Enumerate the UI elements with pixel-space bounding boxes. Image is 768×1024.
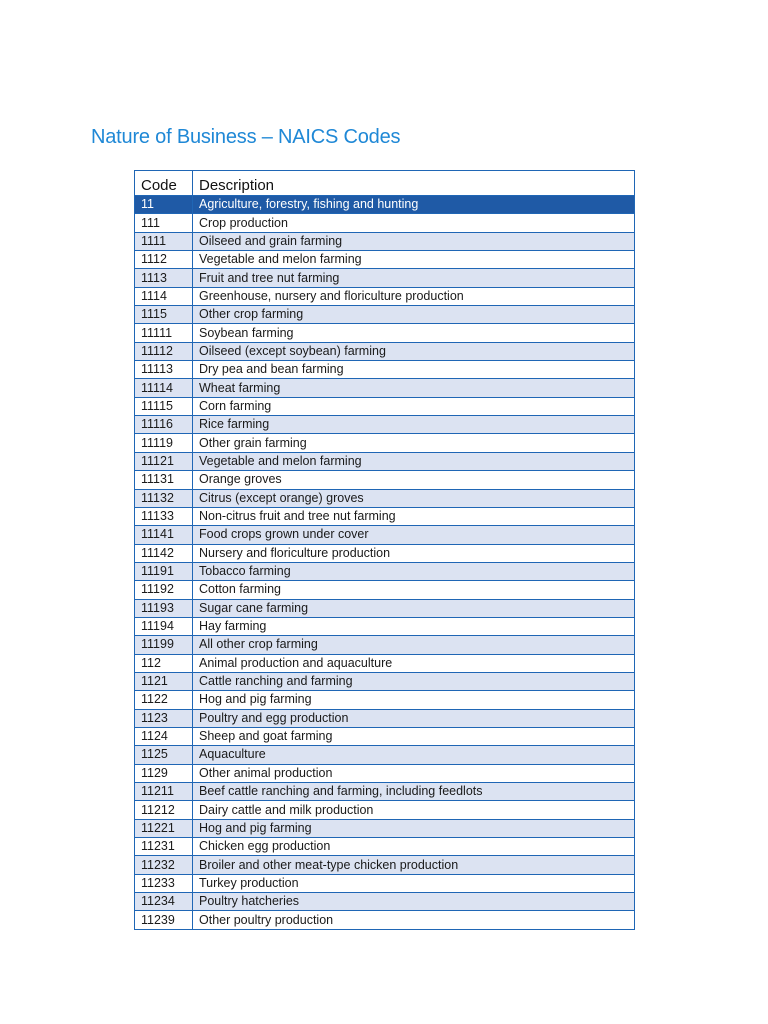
naics-code-cell: 11142 xyxy=(135,544,193,562)
naics-description-cell: Poultry and egg production xyxy=(193,709,635,727)
table-row xyxy=(135,838,635,856)
naics-description-cell: Oilseed (except soybean) farming xyxy=(193,342,635,360)
naics-description-cell: Hog and pig farming xyxy=(193,691,635,709)
naics-code-cell: 11234 xyxy=(135,893,193,911)
naics-description-cell: Broiler and other meat-type chicken production xyxy=(193,856,635,874)
table-header-row xyxy=(135,171,635,196)
naics-code-cell: 11131 xyxy=(135,471,193,489)
naics-description-cell: Non-citrus fruit and tree nut farming xyxy=(193,507,635,525)
naics-description-cell: Rice farming xyxy=(193,416,635,434)
naics-description-cell: Wheat farming xyxy=(193,379,635,397)
naics-code-cell: 11233 xyxy=(135,874,193,892)
naics-code-cell: 11231 xyxy=(135,838,193,856)
naics-code-cell: 11193 xyxy=(135,599,193,617)
naics-description-cell: Tobacco farming xyxy=(193,562,635,580)
naics-description-cell: Dairy cattle and milk production xyxy=(193,801,635,819)
table-row xyxy=(135,599,635,617)
table-row xyxy=(135,361,635,379)
naics-code-cell: 1125 xyxy=(135,746,193,764)
table-body xyxy=(135,196,635,930)
table-row xyxy=(135,893,635,911)
table-row xyxy=(135,801,635,819)
naics-description-cell: Cotton farming xyxy=(193,581,635,599)
naics-description-cell: Soybean farming xyxy=(193,324,635,342)
table-row xyxy=(135,764,635,782)
table-row xyxy=(135,379,635,397)
naics-code-cell: 11191 xyxy=(135,562,193,580)
naics-code-cell: 1122 xyxy=(135,691,193,709)
naics-code-cell: 11221 xyxy=(135,819,193,837)
naics-description-cell: Chicken egg production xyxy=(193,838,635,856)
naics-code-cell: 11116 xyxy=(135,416,193,434)
naics-description-cell: All other crop farming xyxy=(193,636,635,654)
naics-code-cell: 11192 xyxy=(135,581,193,599)
naics-code-cell: 1115 xyxy=(135,306,193,324)
table-row xyxy=(135,232,635,250)
naics-code-cell: 112 xyxy=(135,654,193,672)
naics-description-cell: Fruit and tree nut farming xyxy=(193,269,635,287)
table-row xyxy=(135,324,635,342)
naics-code-cell: 1112 xyxy=(135,251,193,269)
naics-code-cell: 11239 xyxy=(135,911,193,929)
naics-code-cell: 1114 xyxy=(135,287,193,305)
table-row xyxy=(135,452,635,470)
naics-code-cell: 1111 xyxy=(135,232,193,250)
naics-description-cell: Vegetable and melon farming xyxy=(193,452,635,470)
naics-code-cell: 1123 xyxy=(135,709,193,727)
naics-code-cell: 11114 xyxy=(135,379,193,397)
naics-code-cell: 11 xyxy=(135,196,193,214)
naics-code-cell: 11132 xyxy=(135,489,193,507)
table-row xyxy=(135,819,635,837)
table-row xyxy=(135,709,635,727)
naics-description-cell: Crop production xyxy=(193,214,635,232)
table-row xyxy=(135,727,635,745)
table-row xyxy=(135,526,635,544)
naics-code-cell: 1121 xyxy=(135,672,193,690)
naics-description-cell: Other crop farming xyxy=(193,306,635,324)
naics-description-cell: Hay farming xyxy=(193,617,635,635)
naics-code-cell: 11199 xyxy=(135,636,193,654)
naics-description-cell: Vegetable and melon farming xyxy=(193,251,635,269)
table-row xyxy=(135,874,635,892)
naics-code-cell: 11133 xyxy=(135,507,193,525)
naics-description-cell: Food crops grown under cover xyxy=(193,526,635,544)
naics-description-cell: Dry pea and bean farming xyxy=(193,361,635,379)
table-row xyxy=(135,617,635,635)
table-row xyxy=(135,672,635,690)
table-row xyxy=(135,507,635,525)
table-row xyxy=(135,416,635,434)
naics-description-cell: Sugar cane farming xyxy=(193,599,635,617)
column-header-code: Code xyxy=(135,171,193,196)
naics-description-cell: Agriculture, forestry, fishing and hunting xyxy=(193,196,635,214)
naics-description-cell: Other poultry production xyxy=(193,911,635,929)
naics-description-cell: Beef cattle ranching and farming, including feedlots xyxy=(193,783,635,801)
naics-description-cell: Orange groves xyxy=(193,471,635,489)
naics-code-cell: 11113 xyxy=(135,361,193,379)
table-row xyxy=(135,636,635,654)
naics-description-cell: Sheep and goat farming xyxy=(193,727,635,745)
table-row xyxy=(135,196,635,214)
naics-code-cell: 11232 xyxy=(135,856,193,874)
table-row xyxy=(135,306,635,324)
table-row xyxy=(135,654,635,672)
naics-code-cell: 1124 xyxy=(135,727,193,745)
naics-code-cell: 11112 xyxy=(135,342,193,360)
naics-code-cell: 11121 xyxy=(135,452,193,470)
naics-code-cell: 1129 xyxy=(135,764,193,782)
naics-code-cell: 11194 xyxy=(135,617,193,635)
table-row xyxy=(135,471,635,489)
naics-description-cell: Other grain farming xyxy=(193,434,635,452)
naics-code-cell: 111 xyxy=(135,214,193,232)
table-row xyxy=(135,581,635,599)
naics-description-cell: Citrus (except orange) groves xyxy=(193,489,635,507)
table-row xyxy=(135,434,635,452)
naics-description-cell: Aquaculture xyxy=(193,746,635,764)
naics-description-cell: Nursery and floriculture production xyxy=(193,544,635,562)
naics-code-cell: 11115 xyxy=(135,397,193,415)
table-row xyxy=(135,783,635,801)
naics-description-cell: Turkey production xyxy=(193,874,635,892)
naics-description-cell: Cattle ranching and farming xyxy=(193,672,635,690)
table-row xyxy=(135,911,635,929)
naics-description-cell: Animal production and aquaculture xyxy=(193,654,635,672)
table-row xyxy=(135,287,635,305)
naics-description-cell: Oilseed and grain farming xyxy=(193,232,635,250)
naics-codes-table xyxy=(134,170,635,930)
table-row xyxy=(135,397,635,415)
naics-description-cell: Hog and pig farming xyxy=(193,819,635,837)
table-row xyxy=(135,856,635,874)
naics-code-cell: 11119 xyxy=(135,434,193,452)
table-row xyxy=(135,489,635,507)
naics-code-cell: 11212 xyxy=(135,801,193,819)
table-row xyxy=(135,544,635,562)
table-row xyxy=(135,746,635,764)
naics-description-cell: Other animal production xyxy=(193,764,635,782)
table-row xyxy=(135,251,635,269)
table-row xyxy=(135,691,635,709)
naics-code-cell: 11111 xyxy=(135,324,193,342)
table-row xyxy=(135,342,635,360)
column-header-description: Description xyxy=(193,171,635,196)
naics-description-cell: Corn farming xyxy=(193,397,635,415)
naics-description-cell: Greenhouse, nursery and floriculture production xyxy=(193,287,635,305)
page-title: Nature of Business – NAICS Codes xyxy=(91,126,401,148)
naics-code-cell: 11211 xyxy=(135,783,193,801)
table-row xyxy=(135,214,635,232)
table-row xyxy=(135,269,635,287)
naics-description-cell: Poultry hatcheries xyxy=(193,893,635,911)
table-row xyxy=(135,562,635,580)
naics-code-cell: 11141 xyxy=(135,526,193,544)
naics-code-cell: 1113 xyxy=(135,269,193,287)
